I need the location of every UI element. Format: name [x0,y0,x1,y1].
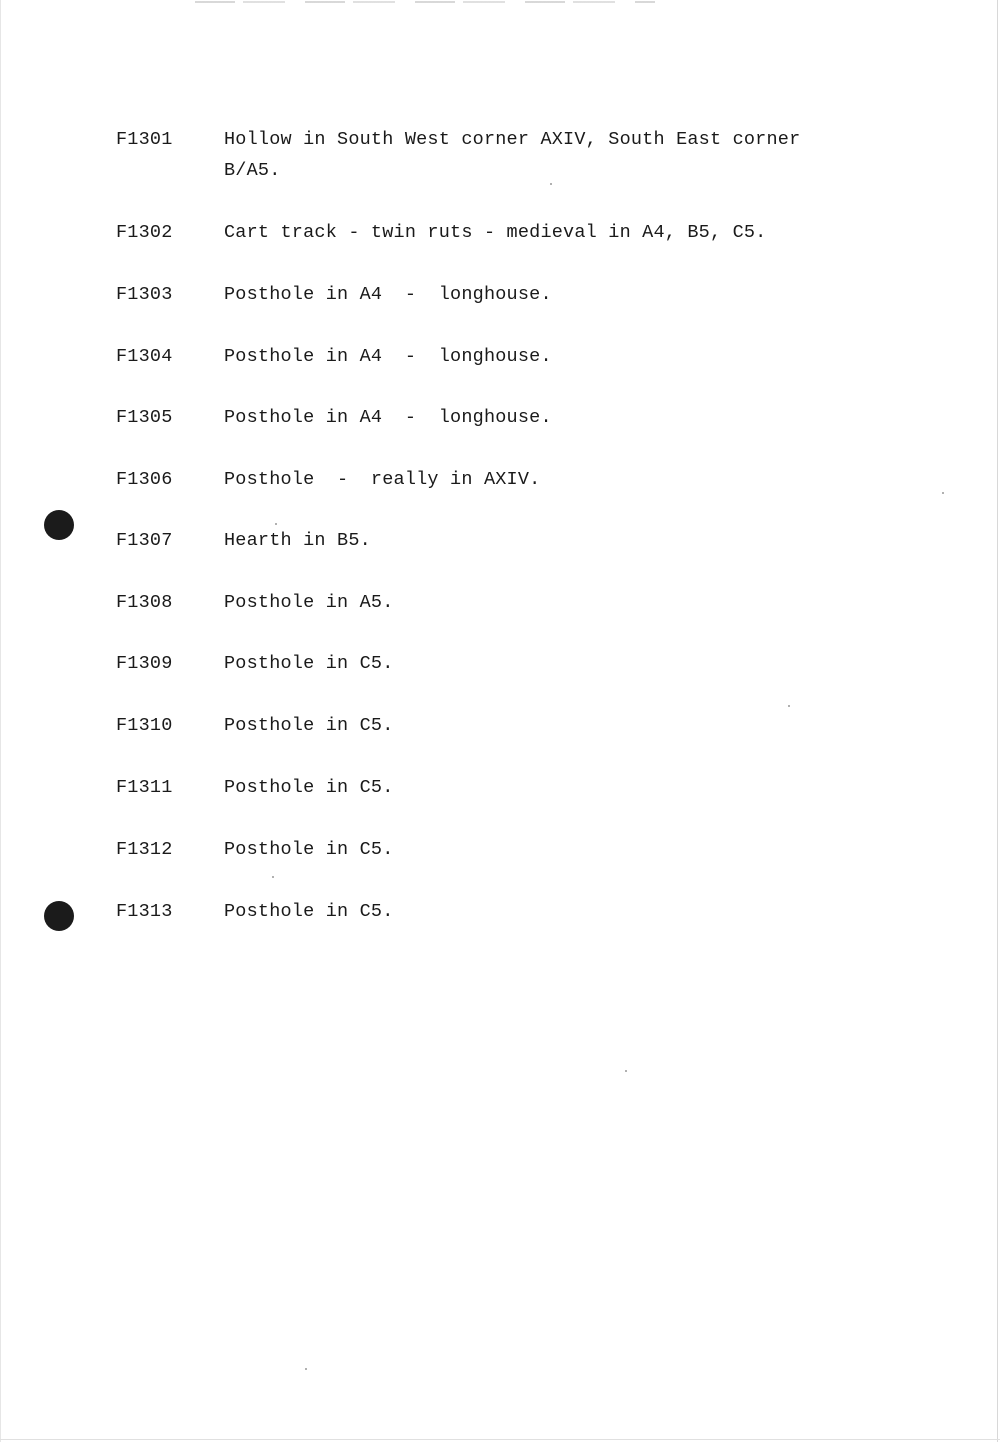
feature-code: F1304 [116,346,173,367]
feature-code: F1313 [116,901,173,922]
scan-speck [275,523,277,525]
scan-speck [272,876,274,878]
feature-description: Posthole in A4 - longhouse. [224,284,552,305]
punch-hole-bottom [44,901,74,931]
scan-speck [305,1368,307,1370]
feature-description: Posthole in C5. [224,777,394,798]
feature-description: Posthole in A5. [224,592,394,613]
description-line-1: Hollow in South West corner AXIV, South East corner [224,129,801,150]
feature-description: Posthole in C5. [224,839,394,860]
scan-speck [625,1070,627,1072]
feature-code: F1312 [116,839,173,860]
feature-code: F1311 [116,777,173,798]
feature-description: Cart track - twin ruts - medieval in A4, B5, C5. [224,222,767,243]
feature-code: F1305 [116,407,173,428]
scan-speck [788,705,790,707]
page-edge-right [997,0,998,1442]
feature-code: F1307 [116,530,173,551]
page-edge-left [0,0,1,1442]
feature-description [224,124,800,186]
feature-code: F1303 [116,284,173,305]
feature-description: Posthole in C5. [224,715,394,736]
feature-code: F1309 [116,653,173,674]
feature-description: Posthole in C5. [224,901,394,922]
feature-description: Posthole in A4 - longhouse. [224,346,552,367]
scan-speck [942,492,944,494]
feature-description: Hearth in B5. [224,530,371,551]
feature-code: F1301 [116,129,173,150]
feature-code: F1308 [116,592,173,613]
feature-code: F1302 [116,222,173,243]
scan-artifact-top [195,1,655,3]
punch-hole-top [44,510,74,540]
feature-description: Posthole - really in AXIV. [224,469,541,490]
feature-description: Posthole in C5. [224,653,394,674]
feature-code: F1306 [116,469,173,490]
page-edge-bottom [0,1439,1000,1440]
feature-code: F1310 [116,715,173,736]
description-line-2: B/A5. [224,160,281,181]
scan-speck [550,183,552,185]
feature-description: Posthole in A4 - longhouse. [224,407,552,428]
